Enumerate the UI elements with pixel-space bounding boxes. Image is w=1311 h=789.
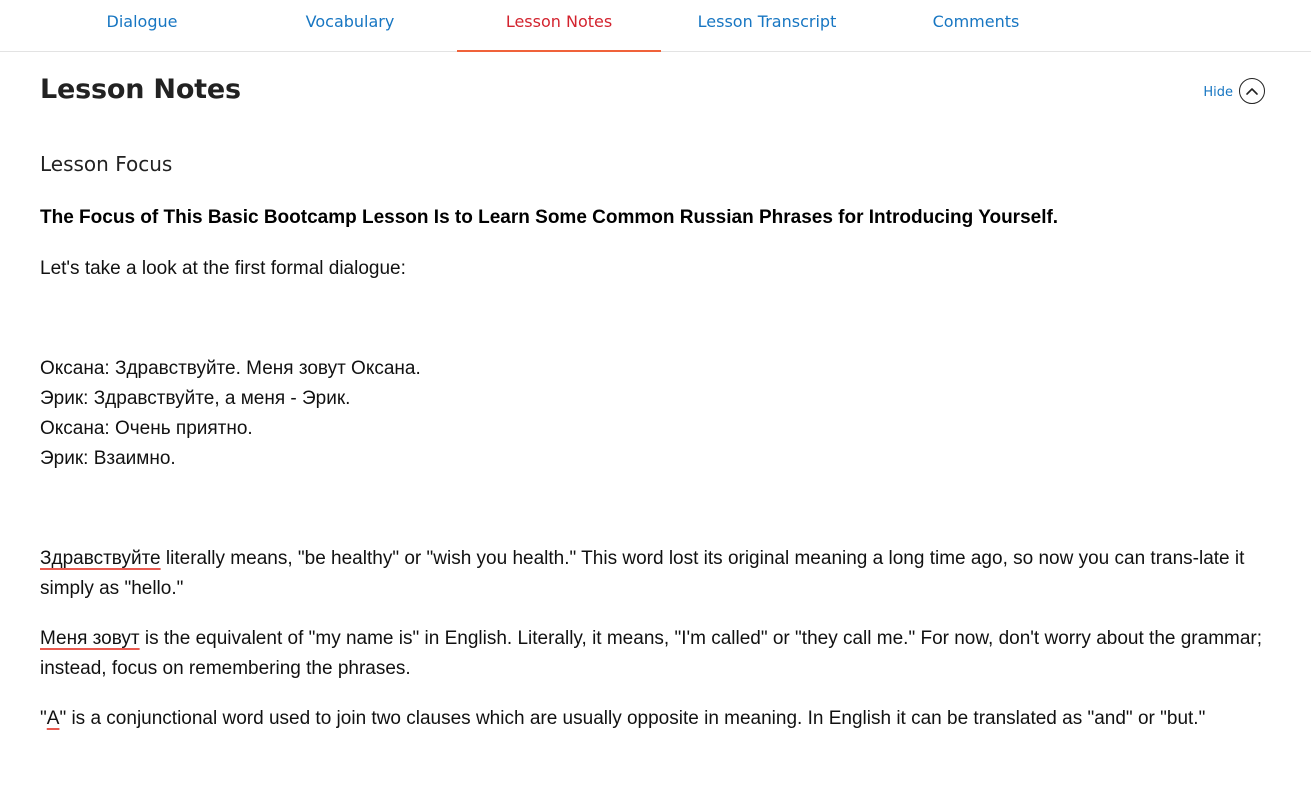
dialogue-block — [40, 354, 1272, 474]
vocab-term[interactable]: Меня зовут — [40, 628, 140, 649]
tab-comments[interactable]: Comments — [932, 12, 1020, 31]
tab-lesson-notes[interactable]: Lesson Notes — [457, 0, 661, 52]
dialogue-line: Оксана: Здравствуйте. Меня зовут Оксана. — [40, 358, 421, 379]
explanation-text: " is a conjunctional word used to join two clauses which are usually opposite in meaning. In English it can be translated as "and" or "but." — [59, 708, 1206, 729]
explanation-paragraph — [40, 704, 1272, 734]
focus-heading: The Focus of This Basic Bootcamp Lesson Is to Learn Some Common Russian Phrases for Introducing Yourself. — [40, 207, 1059, 228]
chevron-up-icon — [1239, 78, 1265, 104]
dialogue-line: Оксана: Очень приятно. — [40, 418, 253, 439]
explanation-paragraph — [40, 624, 1272, 684]
tab-lesson-transcript[interactable]: Lesson Transcript — [697, 12, 837, 31]
tab-vocabulary[interactable]: Vocabulary — [305, 12, 395, 31]
dialogue-line: Эрик: Взаимно. — [40, 448, 176, 469]
tab-dialogue[interactable]: Dialogue — [106, 12, 178, 31]
vocab-term[interactable]: Здравствуйте — [40, 548, 161, 569]
hide-notes-button[interactable] — [1203, 78, 1265, 104]
lesson-notes-content — [40, 150, 1272, 734]
explanation-paragraph — [40, 544, 1272, 604]
explanation-text: literally means, "be healthy" or "wish you health." This word lost its original meaning a long time ago, so now you can trans-late it simply as "hello." — [40, 548, 1245, 599]
section-title: Lesson Focus — [40, 152, 173, 176]
dialogue-line: Эрик: Здравствуйте, а меня - Эрик. — [40, 388, 351, 409]
vocab-term[interactable]: А — [46, 708, 60, 729]
explanation-text: is the equivalent of "my name is" in English. Literally, it means, "I'm called" or "they call me." For now, don't worry about the grammar; instead, focus on remembering the phrases. — [40, 628, 1263, 679]
intro-paragraph: Let's take a look at the first formal dialogue: — [40, 258, 406, 279]
explanation-prefix: " — [40, 708, 47, 729]
lesson-tab-bar — [0, 0, 1311, 52]
hide-label: Hide — [1203, 85, 1233, 100]
page-title: Lesson Notes — [40, 74, 241, 105]
